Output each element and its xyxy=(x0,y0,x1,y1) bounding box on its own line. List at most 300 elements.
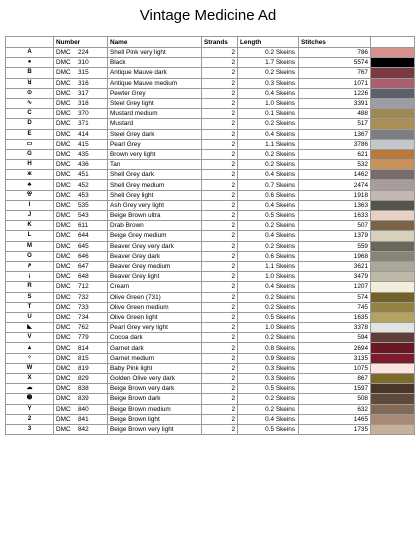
name-cell: Beaver Grey light xyxy=(108,272,202,282)
number-cell xyxy=(54,98,108,108)
name-cell: Golden Olive very dark xyxy=(108,374,202,384)
number-cell xyxy=(54,180,108,190)
stitches-cell: 1363 xyxy=(299,200,371,210)
floss-number: 436 xyxy=(78,161,89,169)
symbol-cell: ◣ xyxy=(6,323,54,333)
floss-number: 451 xyxy=(78,171,89,179)
symbol-cell: H xyxy=(6,160,54,170)
symbol-cell: T xyxy=(6,302,54,312)
color-swatch xyxy=(371,58,415,68)
brand-label: DMC xyxy=(56,385,71,393)
number-cell xyxy=(54,363,108,373)
header-strands: Strands xyxy=(202,37,238,48)
length-cell: 0.4 Skeins xyxy=(238,129,299,139)
floss-number: 815 xyxy=(78,354,89,362)
strands-cell: 2 xyxy=(202,404,238,414)
floss-number: 645 xyxy=(78,242,89,250)
length-cell: 0.4 Skeins xyxy=(238,170,299,180)
length-cell: 0.2 Skeins xyxy=(238,292,299,302)
stitches-cell: 1633 xyxy=(299,211,371,221)
number-cell xyxy=(54,261,108,271)
table-row xyxy=(6,58,415,68)
symbol-cell: E xyxy=(6,129,54,139)
name-cell: Olive Green medium xyxy=(108,302,202,312)
number-cell xyxy=(54,292,108,302)
brand-label: DMC xyxy=(56,222,71,230)
number-cell xyxy=(54,48,108,58)
symbol-cell: ⁘ xyxy=(6,353,54,363)
color-swatch xyxy=(371,353,415,363)
floss-number: 819 xyxy=(78,364,89,372)
symbol-cell: ➋ xyxy=(6,394,54,404)
stitches-cell: 3621 xyxy=(299,261,371,271)
color-swatch xyxy=(371,424,415,434)
number-cell xyxy=(54,323,108,333)
stitches-cell: 2694 xyxy=(299,343,371,353)
table-row xyxy=(6,394,415,404)
length-cell: 0.6 Skeins xyxy=(238,190,299,200)
table-row xyxy=(6,414,415,424)
brand-label: DMC xyxy=(56,324,71,332)
brand-label: DMC xyxy=(56,69,71,77)
length-cell: 0.2 Skeins xyxy=(238,404,299,414)
strands-cell: 2 xyxy=(202,374,238,384)
number-cell xyxy=(54,160,108,170)
number-cell xyxy=(54,424,108,434)
stitches-cell: 1226 xyxy=(299,88,371,98)
number-cell xyxy=(54,149,108,159)
number-cell xyxy=(54,139,108,149)
floss-number: 310 xyxy=(78,59,89,67)
brand-label: DMC xyxy=(56,405,71,413)
strands-cell: 2 xyxy=(202,180,238,190)
symbol-cell: 3 xyxy=(6,424,54,434)
color-swatch xyxy=(371,48,415,58)
color-swatch xyxy=(371,282,415,292)
floss-number: 732 xyxy=(78,293,89,301)
strands-cell: 2 xyxy=(202,190,238,200)
floss-number: 611 xyxy=(78,222,89,230)
floss-number: 842 xyxy=(78,426,89,434)
length-cell: 0.4 Skeins xyxy=(238,231,299,241)
color-swatch xyxy=(371,261,415,271)
number-cell xyxy=(54,78,108,88)
floss-number: 712 xyxy=(78,283,89,291)
floss-number: 648 xyxy=(78,273,89,281)
stitches-cell: 1075 xyxy=(299,363,371,373)
stitches-cell: 594 xyxy=(299,333,371,343)
color-swatch xyxy=(371,170,415,180)
floss-number: 779 xyxy=(78,334,89,342)
symbol-cell: ☁ xyxy=(6,384,54,394)
symbol-cell: ∿ xyxy=(6,98,54,108)
strands-cell: 2 xyxy=(202,282,238,292)
strands-cell: 2 xyxy=(202,323,238,333)
length-cell: 0.2 Skeins xyxy=(238,302,299,312)
table-row xyxy=(6,231,415,241)
strands-cell: 2 xyxy=(202,241,238,251)
color-swatch xyxy=(371,414,415,424)
name-cell: Antique Mauve dark xyxy=(108,68,202,78)
length-cell: 0.2 Skeins xyxy=(238,68,299,78)
stitches-cell: 3391 xyxy=(299,98,371,108)
brand-label: DMC xyxy=(56,140,71,148)
floss-number: 762 xyxy=(78,324,89,332)
table-row xyxy=(6,404,415,414)
brand-label: DMC xyxy=(56,293,71,301)
strands-cell: 2 xyxy=(202,272,238,282)
brand-label: DMC xyxy=(56,100,71,108)
table-row xyxy=(6,180,415,190)
length-cell: 0.3 Skeins xyxy=(238,78,299,88)
table-row xyxy=(6,200,415,210)
length-cell: 0.4 Skeins xyxy=(238,88,299,98)
stitches-cell: 574 xyxy=(299,292,371,302)
number-cell xyxy=(54,374,108,384)
color-swatch xyxy=(371,149,415,159)
brand-label: DMC xyxy=(56,232,71,240)
stitches-cell: 1735 xyxy=(299,424,371,434)
stitches-cell: 3786 xyxy=(299,139,371,149)
floss-number: 829 xyxy=(78,375,89,383)
name-cell: Pewter Grey xyxy=(108,88,202,98)
brand-label: DMC xyxy=(56,150,71,158)
stitches-cell: 1367 xyxy=(299,129,371,139)
symbol-cell: V xyxy=(6,333,54,343)
length-cell: 0.6 Skeins xyxy=(238,251,299,261)
table-row xyxy=(6,333,415,343)
header-symbol xyxy=(6,37,54,48)
floss-number: 371 xyxy=(78,120,89,128)
stitches-cell: 1968 xyxy=(299,251,371,261)
name-cell: Beige Brown light xyxy=(108,414,202,424)
strands-cell: 2 xyxy=(202,160,238,170)
length-cell: 0.3 Skeins xyxy=(238,363,299,373)
floss-number: 415 xyxy=(78,140,89,148)
strands-cell: 2 xyxy=(202,98,238,108)
strands-cell: 2 xyxy=(202,119,238,129)
brand-label: DMC xyxy=(56,283,71,291)
brand-label: DMC xyxy=(56,273,71,281)
length-cell: 1.1 Skeins xyxy=(238,261,299,271)
symbol-cell: ꓤ xyxy=(6,78,54,88)
strands-cell: 2 xyxy=(202,414,238,424)
number-cell xyxy=(54,221,108,231)
name-cell: Baby Pink light xyxy=(108,363,202,373)
strands-cell: 2 xyxy=(202,231,238,241)
name-cell: Antique Mauve medium xyxy=(108,78,202,88)
symbol-cell: S xyxy=(6,292,54,302)
color-swatch xyxy=(371,190,415,200)
floss-number: 840 xyxy=(78,405,89,413)
header-name: Name xyxy=(108,37,202,48)
color-swatch xyxy=(371,78,415,88)
stitches-cell: 867 xyxy=(299,374,371,384)
brand-label: DMC xyxy=(56,303,71,311)
brand-label: DMC xyxy=(56,334,71,342)
brand-label: DMC xyxy=(56,79,71,87)
table-row xyxy=(6,88,415,98)
length-cell: 0.2 Skeins xyxy=(238,119,299,129)
name-cell: Black xyxy=(108,58,202,68)
name-cell: Brown very light xyxy=(108,149,202,159)
strands-cell: 2 xyxy=(202,302,238,312)
color-swatch xyxy=(371,221,415,231)
color-swatch xyxy=(371,160,415,170)
number-cell xyxy=(54,333,108,343)
name-cell: Beaver Grey very dark xyxy=(108,241,202,251)
number-cell xyxy=(54,394,108,404)
length-cell: 0.2 Skeins xyxy=(238,333,299,343)
name-cell: Ash Grey very light xyxy=(108,200,202,210)
number-cell xyxy=(54,88,108,98)
table-row xyxy=(6,302,415,312)
floss-number: 646 xyxy=(78,252,89,260)
length-cell: 0.2 Skeins xyxy=(238,241,299,251)
symbol-cell: ዖ xyxy=(6,261,54,271)
stitches-cell: 745 xyxy=(299,302,371,312)
stitches-cell: 559 xyxy=(299,241,371,251)
brand-label: DMC xyxy=(56,263,71,271)
floss-number: 814 xyxy=(78,344,89,352)
stitches-cell: 2474 xyxy=(299,180,371,190)
table-row xyxy=(6,363,415,373)
strands-cell: 2 xyxy=(202,78,238,88)
brand-label: DMC xyxy=(56,415,71,423)
strands-cell: 2 xyxy=(202,139,238,149)
floss-number: 452 xyxy=(78,181,89,189)
name-cell: Mustard medium xyxy=(108,109,202,119)
strands-cell: 2 xyxy=(202,353,238,363)
number-cell xyxy=(54,241,108,251)
strands-cell: 2 xyxy=(202,394,238,404)
length-cell: 0.9 Skeins xyxy=(238,353,299,363)
stitches-cell: 5574 xyxy=(299,58,371,68)
color-swatch xyxy=(371,384,415,394)
number-cell xyxy=(54,129,108,139)
page-title: Vintage Medicine Ad xyxy=(139,7,277,24)
stitches-cell: 1207 xyxy=(299,282,371,292)
length-cell: 1.1 Skeins xyxy=(238,139,299,149)
name-cell: Mustard xyxy=(108,119,202,129)
table-row xyxy=(6,261,415,271)
strands-cell: 2 xyxy=(202,170,238,180)
brand-label: DMC xyxy=(56,49,71,57)
length-cell: 0.1 Skeins xyxy=(238,109,299,119)
symbol-cell: Y xyxy=(6,404,54,414)
name-cell: Beaver Grey dark xyxy=(108,251,202,261)
length-cell: 0.2 Skeins xyxy=(238,48,299,58)
name-cell: Shell Pink very light xyxy=(108,48,202,58)
floss-number: 647 xyxy=(78,263,89,271)
name-cell: Beige Grey medium xyxy=(108,231,202,241)
number-cell xyxy=(54,200,108,210)
color-swatch xyxy=(371,302,415,312)
symbol-cell: O xyxy=(6,251,54,261)
brand-label: DMC xyxy=(56,171,71,179)
brand-label: DMC xyxy=(56,395,71,403)
color-swatch xyxy=(371,200,415,210)
table-row xyxy=(6,241,415,251)
color-swatch xyxy=(371,68,415,78)
table-row xyxy=(6,139,415,149)
table-row xyxy=(6,190,415,200)
name-cell: Garnet dark xyxy=(108,343,202,353)
name-cell: Beige Brown medium xyxy=(108,404,202,414)
symbol-cell: ● xyxy=(6,58,54,68)
brand-label: DMC xyxy=(56,426,71,434)
color-swatch xyxy=(371,333,415,343)
symbol-cell: 2 xyxy=(6,414,54,424)
number-cell xyxy=(54,170,108,180)
symbol-cell: W xyxy=(6,363,54,373)
name-cell: Tan xyxy=(108,160,202,170)
brand-label: DMC xyxy=(56,181,71,189)
stitches-cell: 517 xyxy=(299,119,371,129)
color-swatch xyxy=(371,119,415,129)
length-cell: 0.2 Skeins xyxy=(238,394,299,404)
length-cell: 1.7 Skeins xyxy=(238,58,299,68)
name-cell: Pearl Grey very light xyxy=(108,323,202,333)
table-row xyxy=(6,374,415,384)
name-cell: Steel Grey light xyxy=(108,98,202,108)
brand-label: DMC xyxy=(56,201,71,209)
color-swatch xyxy=(371,129,415,139)
table-row xyxy=(6,292,415,302)
symbol-cell: X xyxy=(6,374,54,384)
symbol-cell: ♣ xyxy=(6,180,54,190)
color-swatch xyxy=(371,139,415,149)
strands-cell: 2 xyxy=(202,48,238,58)
table-row xyxy=(6,272,415,282)
floss-number: 733 xyxy=(78,303,89,311)
color-swatch xyxy=(371,109,415,119)
stitches-cell: 532 xyxy=(299,160,371,170)
number-cell xyxy=(54,190,108,200)
color-swatch xyxy=(371,363,415,373)
length-cell: 0.4 Skeins xyxy=(238,282,299,292)
stitches-cell: 632 xyxy=(299,404,371,414)
number-cell xyxy=(54,68,108,78)
number-cell xyxy=(54,109,108,119)
brand-label: DMC xyxy=(56,130,71,138)
name-cell: Beige Brown dark xyxy=(108,394,202,404)
symbol-cell: G xyxy=(6,149,54,159)
length-cell: 0.2 Skeins xyxy=(238,149,299,159)
strands-cell: 2 xyxy=(202,384,238,394)
symbol-cell: ꕢ xyxy=(6,190,54,200)
floss-table xyxy=(5,36,415,435)
symbol-cell: R xyxy=(6,282,54,292)
table-row xyxy=(6,343,415,353)
length-cell: 0.2 Skeins xyxy=(238,221,299,231)
table-row xyxy=(6,211,415,221)
number-cell xyxy=(54,414,108,424)
table-row xyxy=(6,48,415,58)
color-swatch xyxy=(371,88,415,98)
color-swatch xyxy=(371,251,415,261)
header-length: Length xyxy=(238,37,299,48)
symbol-cell: ¡ xyxy=(6,272,54,282)
floss-number: 734 xyxy=(78,313,89,321)
brand-label: DMC xyxy=(56,375,71,383)
floss-number: 838 xyxy=(78,385,89,393)
length-cell: 0.8 Skeins xyxy=(238,343,299,353)
floss-number: 841 xyxy=(78,415,89,423)
symbol-cell: ж xyxy=(6,170,54,180)
brand-label: DMC xyxy=(56,59,71,67)
stitches-cell: 1635 xyxy=(299,312,371,322)
strands-cell: 2 xyxy=(202,363,238,373)
name-cell: Shell Grey medium xyxy=(108,180,202,190)
name-cell: Beige Brown very light xyxy=(108,424,202,434)
table-header-row xyxy=(6,37,415,48)
color-swatch xyxy=(371,180,415,190)
strands-cell: 2 xyxy=(202,129,238,139)
strands-cell: 2 xyxy=(202,343,238,353)
stitches-cell: 1379 xyxy=(299,231,371,241)
symbol-cell: ▭ xyxy=(6,139,54,149)
color-swatch xyxy=(371,394,415,404)
floss-number: 318 xyxy=(78,100,89,108)
floss-number: 839 xyxy=(78,395,89,403)
name-cell: Pearl Grey xyxy=(108,139,202,149)
symbol-cell: ⊙ xyxy=(6,88,54,98)
floss-number: 535 xyxy=(78,201,89,209)
length-cell: 0.2 Skeins xyxy=(238,160,299,170)
strands-cell: 2 xyxy=(202,200,238,210)
table-row xyxy=(6,160,415,170)
strands-cell: 2 xyxy=(202,292,238,302)
brand-label: DMC xyxy=(56,364,71,372)
number-cell xyxy=(54,353,108,363)
stitches-cell: 786 xyxy=(299,48,371,58)
name-cell: Beaver Grey medium xyxy=(108,261,202,271)
stitches-cell: 488 xyxy=(299,109,371,119)
brand-label: DMC xyxy=(56,344,71,352)
symbol-cell: J xyxy=(6,211,54,221)
stitches-cell: 1918 xyxy=(299,190,371,200)
brand-label: DMC xyxy=(56,161,71,169)
floss-number: 224 xyxy=(78,49,89,57)
brand-label: DMC xyxy=(56,313,71,321)
strands-cell: 2 xyxy=(202,109,238,119)
floss-number: 543 xyxy=(78,212,89,220)
brand-label: DMC xyxy=(56,242,71,250)
table-row xyxy=(6,323,415,333)
stitches-cell: 1597 xyxy=(299,384,371,394)
color-swatch xyxy=(371,241,415,251)
table-row xyxy=(6,353,415,363)
table-row xyxy=(6,251,415,261)
symbol-cell: U xyxy=(6,312,54,322)
symbol-cell: A xyxy=(6,48,54,58)
number-cell xyxy=(54,282,108,292)
length-cell: 0.5 Skeins xyxy=(238,424,299,434)
number-cell xyxy=(54,343,108,353)
floss-number: 317 xyxy=(78,89,89,97)
symbol-cell: D xyxy=(6,119,54,129)
symbol-cell: L xyxy=(6,231,54,241)
name-cell: Beige Brown very dark xyxy=(108,384,202,394)
length-cell: 0.3 Skeins xyxy=(238,374,299,384)
strands-cell: 2 xyxy=(202,149,238,159)
floss-number: 435 xyxy=(78,150,89,158)
stitches-cell: 507 xyxy=(299,221,371,231)
floss-number: 370 xyxy=(78,110,89,118)
floss-number: 453 xyxy=(78,191,89,199)
length-cell: 0.7 Skeins xyxy=(238,180,299,190)
